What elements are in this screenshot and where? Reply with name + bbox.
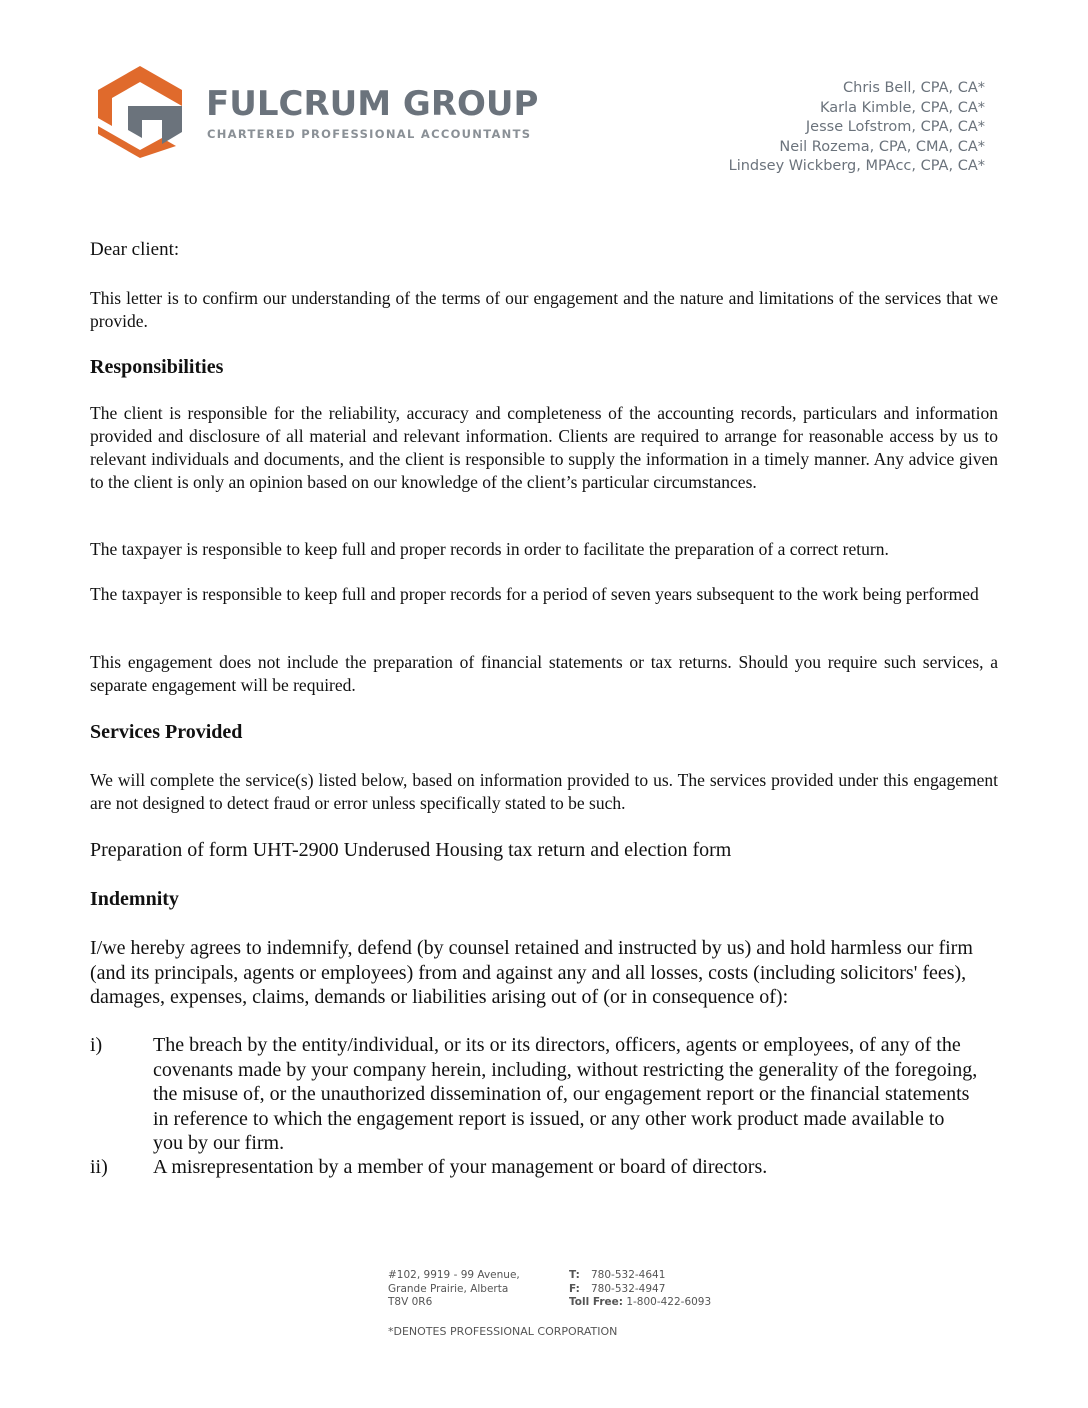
partner-name: Neil Rozema, CPA, CMA, CA* [779, 138, 985, 155]
partner-name: Chris Bell, CPA, CA* [843, 80, 985, 96]
tollfree-number: 1-800-422-6093 [626, 1296, 712, 1308]
services-item: Preparation of form UHT-2900 Underused Housing tax return and election form [90, 839, 732, 861]
services-paragraph: We will complete the service(s) listed below, based on information provided to us. The services provided under this engagement are not designed to detect fraud or error unless specifically stated to be such. [90, 770, 998, 813]
firm-subtitle: CHARTERED PROFESSIONAL ACCOUNTANTS [207, 127, 532, 141]
partner-name: Jesse Lofstrom, CPA, CA* [805, 119, 985, 135]
list-text: A misrepresentation by a member of your management or board of directors. [153, 1156, 768, 1178]
services-heading: Services Provided [90, 721, 243, 743]
address-line: #102, 9919 - 99 Avenue, [388, 1269, 520, 1281]
salutation: Dear client: [90, 239, 180, 260]
address-line: T8V 0R6 [388, 1296, 433, 1308]
list-text: The breach by the entity/individual, or its or its directors, officers, agents or employees, of any of the covenants made by your company herein, including, without restricting the generality of the foregoing, the misuse of, or the unauthorized dissemination of, our engagement report or the financial statements in reference to which the engagement report is issued, or any other work product made available to you by our firm. [153, 1034, 978, 1154]
logo-grey-shape [128, 106, 182, 144]
list-number: i) [90, 1034, 103, 1056]
footer-note: *DENOTES PROFESSIONAL CORPORATION [388, 1325, 618, 1338]
list-number: ii) [90, 1156, 108, 1178]
fax-number: 780-532-4947 [591, 1282, 666, 1295]
partners-list [729, 79, 985, 177]
responsibilities-paragraph-4: This engagement does not include the preparation of financial statements or tax returns. Should you require such services, a separate engagement will be required. [90, 652, 998, 695]
tollfree-label: Toll Free: [569, 1296, 623, 1308]
responsibilities-paragraph-1: The client is responsible for the reliability, accuracy and completeness of the accounting records, particulars and information provided and disclosure of all material and relevant information. Clients are required to arrange for reasonable access by us to relevant individuals and documents, and the client is responsible to supply the information in a timely manner. Any advice given to the client is only an opinion based on our knowledge of the client’s particular circumstances. [90, 403, 998, 492]
footer-contact [569, 1269, 711, 1310]
fulcrum-logo [98, 66, 182, 158]
firm-name: FULCRUM GROUP [206, 84, 539, 124]
intro-paragraph: This letter is to confirm our understanding of the terms of our engagement and the nature and limitations of the services that we provide. [90, 288, 998, 331]
indemnity-paragraph: I/we hereby agrees to indemnify, defend (by counsel retained and instructed by us) and hold harmless our firm (and its principals, agents or employees) from and against any and all losses, costs (including solicitors' fees), damages, expenses, claims, demands or liabilities arising out of (or in consequence of): [90, 937, 973, 1008]
responsibilities-paragraph-3: The taxpayer is responsible to keep full and proper records for a period of seven years subsequent to the work being performed [90, 584, 979, 604]
indemnity-heading: Indemnity [90, 888, 179, 910]
footer-address [388, 1269, 520, 1310]
phone-number: 780-532-4641 [591, 1269, 666, 1281]
address-line: Grande Prairie, Alberta [388, 1282, 509, 1295]
fax-label: F: [569, 1282, 580, 1295]
partner-name: Karla Kimble, CPA, CA* [819, 99, 985, 116]
responsibilities-heading: Responsibilities [90, 356, 224, 378]
partner-name: Lindsey Wickberg, MPAcc, CPA, CA* [728, 158, 985, 174]
phone-label: T: [569, 1269, 580, 1281]
responsibilities-paragraph-2: The taxpayer is responsible to keep full and proper records in order to facilitate the preparation of a correct return. [90, 539, 889, 559]
